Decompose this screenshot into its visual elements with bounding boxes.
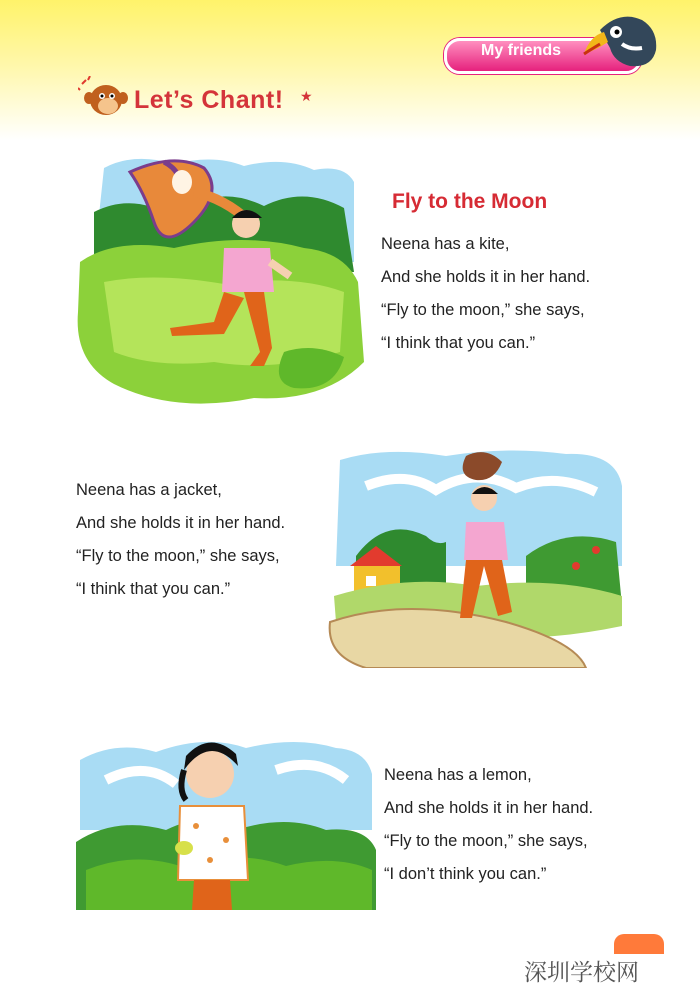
star-icon: ★ (300, 88, 313, 104)
verse-1-line-3: “Fly to the moon,” she says, (381, 301, 585, 319)
verse-2-line-1: Neena has a jacket, (76, 481, 222, 499)
verse-1-line-2: And she holds it in her hand. (381, 268, 591, 286)
watermark: 深圳学校网 (524, 960, 639, 986)
verse-2 (76, 474, 285, 606)
jacket-illustration (326, 446, 626, 668)
kite-illustration (74, 152, 364, 414)
verse-3-line-4: “I don’t think you can.” (384, 865, 547, 883)
page-corner-tab (614, 934, 664, 954)
verse-1-line-1: Neena has a kite, (381, 235, 510, 253)
chant-title: Fly to the Moon (392, 190, 548, 213)
verse-1 (381, 228, 590, 360)
verse-1-line-4: “I think that you can.” (381, 334, 536, 352)
toucan-icon (580, 10, 660, 72)
monkey-icon (78, 76, 130, 120)
verse-3 (384, 759, 593, 891)
verse-3-line-3: “Fly to the moon,” she says, (384, 832, 588, 850)
section-heading: Let’s Chant! (134, 86, 284, 114)
verse-2-line-2: And she holds it in her hand. (76, 514, 286, 532)
unit-tab-label: My friends (481, 42, 562, 59)
verse-3-line-1: Neena has a lemon, (384, 766, 532, 784)
verse-2-line-3: “Fly to the moon,” she says, (76, 547, 280, 565)
lemon-illustration (76, 730, 376, 910)
verse-2-line-4: “I think that you can.” (76, 580, 231, 598)
verse-3-line-2: And she holds it in her hand. (384, 799, 594, 817)
